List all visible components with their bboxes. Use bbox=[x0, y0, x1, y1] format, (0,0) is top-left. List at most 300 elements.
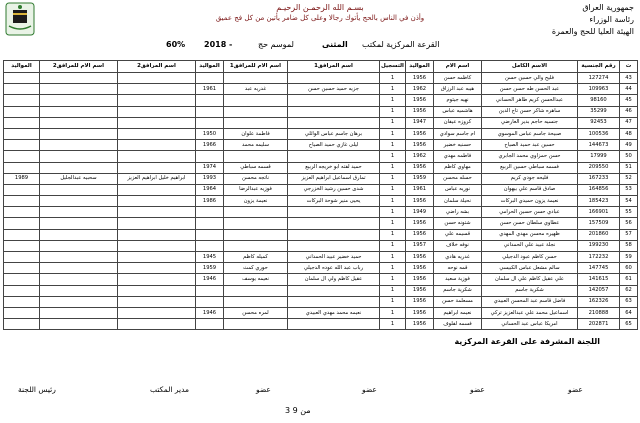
table-cell bbox=[118, 106, 196, 117]
table-cell: 1956 bbox=[406, 162, 434, 173]
table-cell: 1 bbox=[380, 307, 406, 318]
table-cell bbox=[4, 207, 40, 218]
table-cell: 157509 bbox=[578, 218, 620, 229]
table-cell bbox=[4, 196, 40, 207]
table-cell: 1950 bbox=[196, 128, 224, 139]
table-cell bbox=[4, 95, 40, 106]
table-cell: نعيمه محمد مهدي العبيدي bbox=[288, 307, 380, 318]
season-year: 2018 - bbox=[204, 40, 233, 49]
table-cell: 167233 bbox=[578, 173, 620, 184]
table-cell bbox=[40, 106, 118, 117]
table-row bbox=[4, 274, 638, 285]
table-row bbox=[4, 240, 638, 251]
table-cell: 60 bbox=[620, 263, 638, 274]
table-cell bbox=[118, 218, 196, 229]
table-cell: شتونه حسن bbox=[434, 218, 482, 229]
bismillah: بسـم الله الرحمـن الرحيـم bbox=[276, 3, 364, 12]
table-cell: 100536 bbox=[578, 128, 620, 139]
table-row bbox=[4, 252, 638, 263]
table-cell: فليح والي حسين حسن bbox=[482, 73, 578, 84]
table-cell: 1956 bbox=[406, 285, 434, 296]
table-cell bbox=[118, 84, 196, 95]
table-cell bbox=[196, 240, 224, 251]
table-cell bbox=[40, 151, 118, 162]
table-cell: 209550 bbox=[578, 162, 620, 173]
table-cell: 56 bbox=[620, 218, 638, 229]
table-cell: نعيمه يوسف bbox=[224, 274, 288, 285]
table-cell: 46 bbox=[620, 106, 638, 117]
table-cell: غدريه هادي bbox=[434, 252, 482, 263]
table-cell: 63 bbox=[620, 296, 638, 307]
table-cell bbox=[4, 274, 40, 285]
table-row bbox=[4, 173, 638, 184]
table-cell: 210888 bbox=[578, 307, 620, 318]
table-cell bbox=[40, 84, 118, 95]
table-cell: عقيل كاظم ولي ال سلمان bbox=[288, 274, 380, 285]
table-cell bbox=[288, 319, 380, 330]
table-row bbox=[4, 207, 638, 218]
page-of-label: من bbox=[300, 406, 311, 415]
signature-member: عضو bbox=[362, 385, 377, 394]
table-cell: 1 bbox=[380, 73, 406, 84]
table-cell: سالم مشعل عباس الكبيسي bbox=[482, 263, 578, 274]
table-cell: 47 bbox=[620, 117, 638, 128]
season-label: لموسم حج bbox=[258, 40, 294, 49]
table-cell bbox=[288, 229, 380, 240]
signature-office-manager: مدير المكتب bbox=[150, 385, 190, 394]
page-indicator bbox=[285, 406, 311, 415]
table-row bbox=[4, 128, 638, 139]
table-cell: 62 bbox=[620, 285, 638, 296]
table-cell: 1 bbox=[380, 285, 406, 296]
table-row bbox=[4, 73, 638, 84]
table-cell: 1 bbox=[380, 173, 406, 184]
column-header: اسم المرافق1 bbox=[288, 61, 380, 73]
table-cell: فسمه سباطي حسين الربيع bbox=[482, 162, 578, 173]
table-row bbox=[4, 196, 638, 207]
table-cell bbox=[40, 252, 118, 263]
signature-member: عضو bbox=[568, 385, 583, 394]
table-cell: جزيه حميد حسين حسن bbox=[288, 84, 380, 95]
table-cell bbox=[196, 285, 224, 296]
table-cell: 1956 bbox=[406, 229, 434, 240]
table-cell: قسمه سباطي bbox=[224, 162, 288, 173]
table-cell bbox=[4, 319, 40, 330]
table-cell: بشه راضي bbox=[434, 207, 482, 218]
table-row bbox=[4, 84, 638, 95]
column-header: ت bbox=[620, 61, 638, 73]
table-cell: فوزية سعيد bbox=[434, 274, 482, 285]
table-cell: 1 bbox=[380, 207, 406, 218]
table-cell: برهان جاسم عباس الوائلي bbox=[288, 128, 380, 139]
table-cell: امريكا عباس عبد الحساني bbox=[482, 319, 578, 330]
table-cell: 1956 bbox=[406, 252, 434, 263]
table-cell bbox=[4, 296, 40, 307]
table-cell: 61 bbox=[620, 274, 638, 285]
table-cell: 55 bbox=[620, 207, 638, 218]
lottery-label: القرعة المركزية لمكتب bbox=[362, 40, 440, 49]
table-cell bbox=[4, 252, 40, 263]
pilgrims-table bbox=[3, 60, 638, 330]
table-cell bbox=[224, 296, 288, 307]
table-cell: 1956 bbox=[406, 95, 434, 106]
table-row bbox=[4, 307, 638, 318]
table-cell: 201860 bbox=[578, 229, 620, 240]
table-cell bbox=[4, 307, 40, 318]
signature-committee-head: رئيس اللجنة bbox=[18, 385, 56, 394]
table-cell: قسيمه علي bbox=[434, 229, 482, 240]
table-row bbox=[4, 106, 638, 117]
table-cell: حسين عبد حميد الصياح bbox=[482, 140, 578, 151]
column-header: المواليد bbox=[4, 61, 40, 73]
table-cell bbox=[118, 117, 196, 128]
table-cell bbox=[4, 106, 40, 117]
table-row bbox=[4, 184, 638, 195]
header-ministry: رئاسة الوزراء bbox=[589, 15, 634, 24]
table-cell: 43 bbox=[620, 73, 638, 84]
table-cell bbox=[224, 73, 288, 84]
table-cell bbox=[288, 117, 380, 128]
table-cell bbox=[118, 307, 196, 318]
table-row bbox=[4, 229, 638, 240]
table-cell bbox=[196, 73, 224, 84]
table-cell: 1956 bbox=[406, 218, 434, 229]
table-cell: فوزيه عبدالرضا bbox=[224, 184, 288, 195]
table-row bbox=[4, 296, 638, 307]
table-cell bbox=[40, 285, 118, 296]
table-cell: 1961 bbox=[406, 184, 434, 195]
table-cell: نوريه عباس bbox=[434, 184, 482, 195]
table-cell bbox=[118, 140, 196, 151]
table-cell: عبدالحسن كريم طاهر الحساني bbox=[482, 95, 578, 106]
table-cell bbox=[40, 95, 118, 106]
table-cell bbox=[118, 252, 196, 263]
table-cell: 45 bbox=[620, 95, 638, 106]
table-cell: حسنيه خضير bbox=[434, 140, 482, 151]
table-cell bbox=[40, 296, 118, 307]
table-cell: 92453 bbox=[578, 117, 620, 128]
table-cell: 65 bbox=[620, 319, 638, 330]
table-cell: هيبه عبد الرزاق bbox=[434, 84, 482, 95]
table-cell bbox=[224, 285, 288, 296]
table-cell bbox=[4, 84, 40, 95]
table-cell: 1956 bbox=[406, 196, 434, 207]
table-cell: 147745 bbox=[578, 263, 620, 274]
table-cell: نوفه خلاف bbox=[434, 240, 482, 251]
table-cell bbox=[224, 207, 288, 218]
header-country: جمهورية العراق bbox=[582, 3, 634, 12]
table-cell: اسماعيل محمد علي عبدالعزيز تركي bbox=[482, 307, 578, 318]
table-cell: 1 bbox=[380, 184, 406, 195]
table-cell bbox=[224, 117, 288, 128]
verse: وأذن في الناس بالحج يأتوك رجالا وعلى كل ضامر يأتين من كل فج عميق bbox=[215, 14, 425, 22]
table-cell bbox=[4, 285, 40, 296]
table-cell: حوري كمث bbox=[224, 263, 288, 274]
table-cell: 1 bbox=[380, 106, 406, 117]
table-cell: 1 bbox=[380, 151, 406, 162]
table-cell: رباب عبد الله عوده الدجيلي bbox=[288, 263, 380, 274]
table-cell: 59 bbox=[620, 252, 638, 263]
table-cell bbox=[40, 184, 118, 195]
table-cell bbox=[118, 319, 196, 330]
table-cell: شدى حسين رشيد الخزرجي bbox=[288, 184, 380, 195]
table-cell bbox=[4, 73, 40, 84]
table-cell: 1 bbox=[380, 218, 406, 229]
table-cell bbox=[4, 151, 40, 162]
table-cell: حسله محسن bbox=[434, 173, 482, 184]
table-cell: شكرية جاسم bbox=[434, 285, 482, 296]
table-cell bbox=[118, 296, 196, 307]
table-header-row bbox=[4, 61, 638, 73]
table-cell bbox=[4, 229, 40, 240]
table-cell: نعيمة يزون حميدي البركات bbox=[482, 196, 578, 207]
table-cell bbox=[196, 296, 224, 307]
table-cell: نهيه جيثوم bbox=[434, 95, 482, 106]
signature-member: عضو bbox=[256, 385, 271, 394]
column-header: المواليد bbox=[196, 61, 224, 73]
table-cell: 142057 bbox=[578, 285, 620, 296]
table-cell: 1 bbox=[380, 140, 406, 151]
table-cell: 1956 bbox=[406, 73, 434, 84]
table-row bbox=[4, 263, 638, 274]
table-cell bbox=[118, 128, 196, 139]
table-cell bbox=[118, 207, 196, 218]
table-cell: 1946 bbox=[196, 307, 224, 318]
table-cell bbox=[224, 106, 288, 117]
table-cell: 48 bbox=[620, 128, 638, 139]
table-cell: 1959 bbox=[406, 173, 434, 184]
table-cell bbox=[288, 285, 380, 296]
table-cell bbox=[4, 240, 40, 251]
table-cell: علي عقيل كاظم علي ال سلمان bbox=[482, 274, 578, 285]
table-cell bbox=[196, 117, 224, 128]
table-cell: 1986 bbox=[196, 196, 224, 207]
table-cell bbox=[288, 106, 380, 117]
table-cell: نجلة عبيد علي الحمداني bbox=[482, 240, 578, 251]
table-cell bbox=[118, 95, 196, 106]
table-cell: 162326 bbox=[578, 296, 620, 307]
table-cell bbox=[118, 274, 196, 285]
table-cell: عبد الحسن طه حسن حسن bbox=[482, 84, 578, 95]
table-cell: هاشميه عباس bbox=[434, 106, 482, 117]
quota-percent: 60% bbox=[166, 40, 186, 49]
table-cell bbox=[224, 319, 288, 330]
table-cell bbox=[196, 207, 224, 218]
table-cell bbox=[288, 240, 380, 251]
table-cell: مهاوي كاظم bbox=[434, 162, 482, 173]
table-cell bbox=[118, 162, 196, 173]
table-cell: 1956 bbox=[406, 263, 434, 274]
table-cell: 1956 bbox=[406, 128, 434, 139]
table-body bbox=[4, 73, 638, 330]
table-cell bbox=[40, 263, 118, 274]
table-cell: فاضل قاسم عبد المحسن العبيدي bbox=[482, 296, 578, 307]
table-cell: 1957 bbox=[406, 240, 434, 251]
table-cell bbox=[40, 307, 118, 318]
table-cell bbox=[40, 319, 118, 330]
column-header: اسم الام للمرافق1 bbox=[224, 61, 288, 73]
table-cell: 1993 bbox=[196, 173, 224, 184]
table-cell bbox=[4, 140, 40, 151]
column-header: اسم المرافق2 bbox=[118, 61, 196, 73]
column-header: التسجيل bbox=[380, 61, 406, 73]
table-cell: 141615 bbox=[578, 274, 620, 285]
table-cell: 164856 bbox=[578, 184, 620, 195]
table-cell bbox=[40, 73, 118, 84]
table-cell: 1 bbox=[380, 252, 406, 263]
table-cell: سحبيه عبدالجليل bbox=[40, 173, 118, 184]
table-cell bbox=[118, 184, 196, 195]
table-cell: 1956 bbox=[406, 307, 434, 318]
table-cell bbox=[224, 218, 288, 229]
table-cell bbox=[224, 229, 288, 240]
table-cell bbox=[196, 151, 224, 162]
table-cell: نعيمه ابراهيم bbox=[434, 307, 482, 318]
table-cell: 1946 bbox=[196, 274, 224, 285]
table-cell bbox=[196, 106, 224, 117]
table-cell bbox=[4, 128, 40, 139]
province-name: المثنى bbox=[322, 40, 348, 49]
table-cell: 98160 bbox=[578, 95, 620, 106]
table-cell: 1956 bbox=[406, 106, 434, 117]
table-cell: 1 bbox=[380, 84, 406, 95]
table-row bbox=[4, 140, 638, 151]
table-cell: 185423 bbox=[578, 196, 620, 207]
table-cell: ليلى غازي حميد الصياح bbox=[288, 140, 380, 151]
table-cell bbox=[118, 240, 196, 251]
table-cell: 50 bbox=[620, 151, 638, 162]
table-cell: 1964 bbox=[196, 184, 224, 195]
table-cell: 1 bbox=[380, 319, 406, 330]
table-cell: 1 bbox=[380, 274, 406, 285]
table-cell: سليمه محمد bbox=[224, 140, 288, 151]
table-cell: ابراهيم خليل ابراهيم العزيز bbox=[118, 173, 196, 184]
table-cell: 52 bbox=[620, 173, 638, 184]
table-cell: 166901 bbox=[578, 207, 620, 218]
table-cell: عبادي حسن حسين الحرامي bbox=[482, 207, 578, 218]
table-cell bbox=[288, 95, 380, 106]
table-cell bbox=[196, 319, 224, 330]
table-cell: ساهره شاكر حسن تاج الدين bbox=[482, 106, 578, 117]
table-cell: 1 bbox=[380, 162, 406, 173]
table-cell: 202871 bbox=[578, 319, 620, 330]
table-cell bbox=[288, 73, 380, 84]
table-cell bbox=[40, 218, 118, 229]
table-row bbox=[4, 151, 638, 162]
table-cell: كميله كاظم bbox=[224, 252, 288, 263]
table-cell: فسمه لفلوف bbox=[434, 319, 482, 330]
table-cell bbox=[40, 162, 118, 173]
table-cell: حميد لفته ابو خريجه الربيع bbox=[288, 162, 380, 173]
table-cell bbox=[288, 151, 380, 162]
table-cell: تمارق اسماعيل ابراهيم العزيز bbox=[288, 173, 380, 184]
table-cell bbox=[40, 274, 118, 285]
table-cell: 1 bbox=[380, 229, 406, 240]
table-cell: 64 bbox=[620, 307, 638, 318]
table-cell: 44 bbox=[620, 84, 638, 95]
table-cell bbox=[288, 218, 380, 229]
table-cell: 1966 bbox=[196, 140, 224, 151]
table-cell: حسن حمزاوي محمد الجابري bbox=[482, 151, 578, 162]
table-cell: كروزه عيفان bbox=[434, 117, 482, 128]
table-cell: قمه نوحه bbox=[434, 263, 482, 274]
table-row bbox=[4, 218, 638, 229]
page-header bbox=[0, 0, 640, 60]
table-cell bbox=[4, 184, 40, 195]
table-cell bbox=[224, 95, 288, 106]
table-cell bbox=[4, 218, 40, 229]
table-cell: 199230 bbox=[578, 240, 620, 251]
table-cell: ظهيره محسن مهدي المهدي bbox=[482, 229, 578, 240]
table-cell: صادق قاسم علي بيهوان bbox=[482, 184, 578, 195]
table-cell: جنسيه حاجم بدير العارضي bbox=[482, 117, 578, 128]
table-cell bbox=[4, 162, 40, 173]
table-cell bbox=[40, 207, 118, 218]
table-cell: 1 bbox=[380, 95, 406, 106]
table-cell bbox=[196, 229, 224, 240]
table-cell bbox=[118, 229, 196, 240]
table-cell: نعيمة يزون bbox=[224, 196, 288, 207]
column-header: الاسم الكامل bbox=[482, 61, 578, 73]
table-cell: 51 bbox=[620, 162, 638, 173]
table-cell bbox=[196, 95, 224, 106]
table-cell: 35299 bbox=[578, 106, 620, 117]
column-header: المواليد bbox=[406, 61, 434, 73]
table-cell: 49 bbox=[620, 140, 638, 151]
page-current: 3 bbox=[285, 406, 291, 415]
table-cell: لمره محسن bbox=[224, 307, 288, 318]
table-cell: شكرية جاسم bbox=[482, 285, 578, 296]
table-cell: 1 bbox=[380, 296, 406, 307]
table-cell: 53 bbox=[620, 184, 638, 195]
table-cell bbox=[118, 151, 196, 162]
table-cell bbox=[40, 117, 118, 128]
table-cell bbox=[40, 128, 118, 139]
table-cell bbox=[40, 240, 118, 251]
table-cell: 1947 bbox=[406, 117, 434, 128]
table-cell: كاظمه حسن bbox=[434, 73, 482, 84]
table-cell: 127274 bbox=[578, 73, 620, 84]
table-cell: 1959 bbox=[196, 263, 224, 274]
table-cell: حسن كاظم عبود الدجيلي bbox=[482, 252, 578, 263]
table-cell: 1 bbox=[380, 128, 406, 139]
table-cell: 1956 bbox=[406, 319, 434, 330]
table-cell: غدريه عبد bbox=[224, 84, 288, 95]
table-row bbox=[4, 95, 638, 106]
table-cell: 1961 bbox=[196, 84, 224, 95]
table-row bbox=[4, 319, 638, 330]
table-cell: ام جاسم سوادي bbox=[434, 128, 482, 139]
table-cell: حميد خضير عبيد الحمداني bbox=[288, 252, 380, 263]
table-cell: 1956 bbox=[406, 296, 434, 307]
table-cell: 1945 bbox=[196, 252, 224, 263]
table-cell bbox=[224, 240, 288, 251]
table-cell: 1949 bbox=[406, 207, 434, 218]
table-cell bbox=[40, 196, 118, 207]
table-cell: 144673 bbox=[578, 140, 620, 151]
column-header: اسم الام للمرافق2 bbox=[40, 61, 118, 73]
signature-member: عضو bbox=[470, 385, 485, 394]
table-cell bbox=[196, 218, 224, 229]
table-cell: 1962 bbox=[406, 84, 434, 95]
table-row bbox=[4, 285, 638, 296]
table-cell: فليحه جودي كريم bbox=[482, 173, 578, 184]
table-cell bbox=[4, 117, 40, 128]
table-cell: 172232 bbox=[578, 252, 620, 263]
committee-title: اللجنة المشرفة على القرعة المركزية bbox=[454, 337, 600, 346]
table-cell: عطاوي سلطان حسن حسن bbox=[482, 218, 578, 229]
table-cell: يحيى منير شوحة البركات bbox=[288, 196, 380, 207]
